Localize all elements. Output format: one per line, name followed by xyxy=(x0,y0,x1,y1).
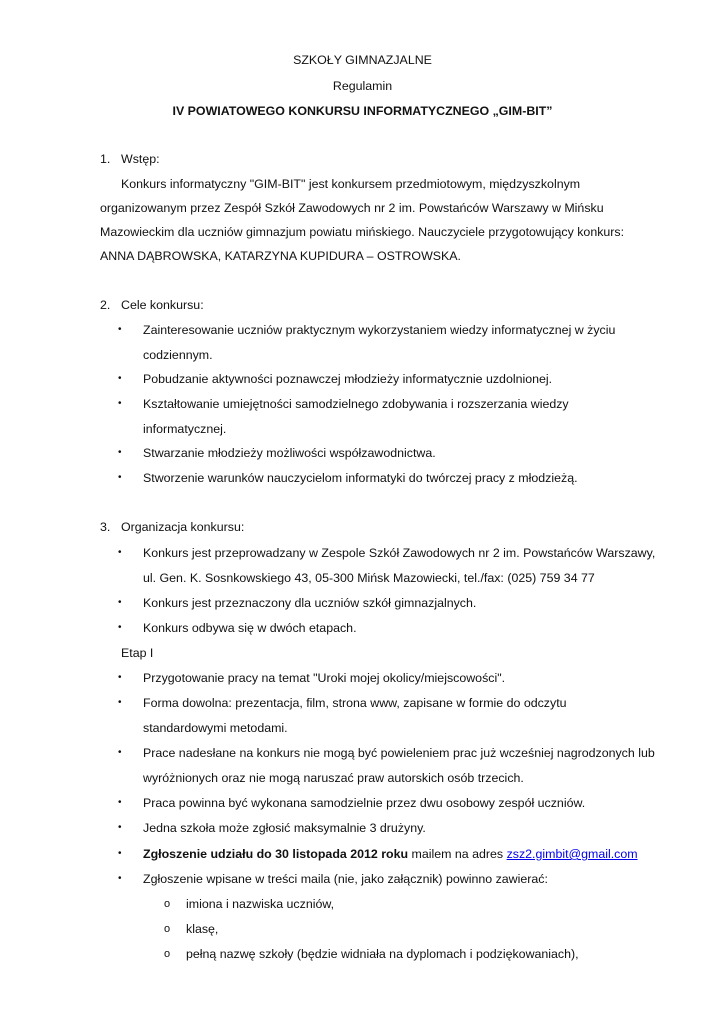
stage-item: Praca powinna być wykonana samodzielnie przez dwu osobowy zespół uczniów. xyxy=(143,796,586,810)
goal-item-continued: informatycznej. xyxy=(143,422,227,436)
bullet-icon: • xyxy=(118,747,122,758)
section-2-number: 2. xyxy=(100,298,111,312)
intro-line: Mazowieckim dla uczniów gimnazjum powiatu mińskiego. Nauczyciele przygotowujący konkurs: xyxy=(100,225,625,239)
email-content-intro: Zgłoszenie wpisane w treści maila (nie, jako załącznik) powinno zawierać: xyxy=(143,872,548,886)
bullet-icon: • xyxy=(118,398,122,409)
document-title: IV POWIATOWEGO KONKURSU INFORMATYCZNEGO „GIM-BIT” xyxy=(172,104,553,118)
goal-item: Stworzenie warunków nauczycielom informatyki do twórczej pracy z młodzieżą. xyxy=(143,471,578,485)
bullet-icon: • xyxy=(118,848,122,859)
organization-item: Konkurs odbywa się w dwóch etapach. xyxy=(143,621,357,635)
section-1-heading: Wstęp: xyxy=(121,152,160,166)
bullet-icon: • xyxy=(118,547,122,558)
bullet-icon: • xyxy=(118,822,122,833)
school-type-heading: SZKOŁY GIMNAZJALNE xyxy=(293,53,432,67)
stage-label: Etap I xyxy=(121,646,154,660)
goal-item: Pobudzanie aktywności poznawczej młodzieży informatycznie uzdolnionej. xyxy=(143,372,553,386)
sub-list-item: imiona i nazwiska uczniów, xyxy=(186,897,335,911)
organization-item: Konkurs jest przeprowadzany w Zespole Szkół Zawodowych nr 2 im. Powstańców Warszawy, xyxy=(143,546,656,560)
stage-item: Forma dowolna: prezentacja, film, strona www, zapisane w formie do odczytu xyxy=(143,696,567,710)
intro-line: ANNA DĄBROWSKA, KATARZYNA KUPIDURA – OSTROWSKA. xyxy=(100,249,462,263)
organization-item-continued: ul. Gen. K. Sosnkowskiego 43, 05-300 Mińsk Mazowiecki, tel./fax: (025) 759 34 77 xyxy=(143,571,595,585)
sub-list-item: pełną nazwę szkoły (będzie widniała na dyplomach i podziękowaniach), xyxy=(186,947,579,961)
bullet-icon: • xyxy=(118,324,122,335)
goal-item: Stwarzanie młodzieży możliwości współzawodnictwa. xyxy=(143,446,436,460)
bullet-icon: • xyxy=(118,697,122,708)
bullet-icon: • xyxy=(118,472,122,483)
stage-item: Jedna szkoła może zgłosić maksymalnie 3 drużyny. xyxy=(143,821,426,835)
circle-bullet-icon: o xyxy=(164,923,171,935)
bullet-icon: • xyxy=(118,672,122,683)
deadline-item xyxy=(143,846,638,862)
stage-item-continued: standardowymi metodami. xyxy=(143,721,288,735)
stage-item: Przygotowanie pracy na temat "Uroki mojej okolicy/miejscowości". xyxy=(143,671,506,685)
deadline-bold-text: Zgłoszenie udziału do 30 listopada 2012 roku xyxy=(143,847,409,861)
bullet-icon: • xyxy=(118,797,122,808)
bullet-icon: • xyxy=(118,597,122,608)
intro-line: Konkurs informatyczny "GIM-BIT" jest konkursem przedmiotowym, międzyszkolnym xyxy=(121,177,581,191)
goal-item: Zainteresowanie uczniów praktycznym wykorzystaniem wiedzy informatycznej w życiu xyxy=(143,323,616,337)
organization-item: Konkurs jest przeznaczony dla uczniów szkół gimnazjalnych. xyxy=(143,596,477,610)
bullet-icon: • xyxy=(118,873,122,884)
intro-line: organizowanym przez Zespół Szkół Zawodowych nr 2 im. Powstańców Warszawy w Mińsku xyxy=(100,201,604,215)
doc-type-heading: Regulamin xyxy=(332,79,393,93)
sub-list-item: klasę, xyxy=(186,922,219,936)
circle-bullet-icon: o xyxy=(164,948,171,960)
section-1-number: 1. xyxy=(100,152,111,166)
stage-item: Prace nadesłane na konkurs nie mogą być powieleniem prac już wcześniej nagrodzonych lub xyxy=(143,746,655,760)
stage-item-continued: wyróżnionych oraz nie mogą naruszać praw autorskich osób trzecich. xyxy=(143,771,524,785)
contact-email-link[interactable]: zsz2.gimbit@gmail.com xyxy=(506,847,638,861)
goal-item: Kształtowanie umiejętności samodzielnego zdobywania i rozszerzania wiedzy xyxy=(143,397,569,411)
bullet-icon: • xyxy=(118,447,122,458)
section-2-heading: Cele konkursu: xyxy=(121,298,204,312)
section-3-heading: Organizacja konkursu: xyxy=(121,520,245,534)
section-3-number: 3. xyxy=(100,520,111,534)
goal-item-continued: codziennym. xyxy=(143,348,213,362)
bullet-icon: • xyxy=(118,373,122,384)
deadline-text: mailem na adres xyxy=(408,847,507,861)
circle-bullet-icon: o xyxy=(164,898,171,910)
bullet-icon: • xyxy=(118,622,122,633)
